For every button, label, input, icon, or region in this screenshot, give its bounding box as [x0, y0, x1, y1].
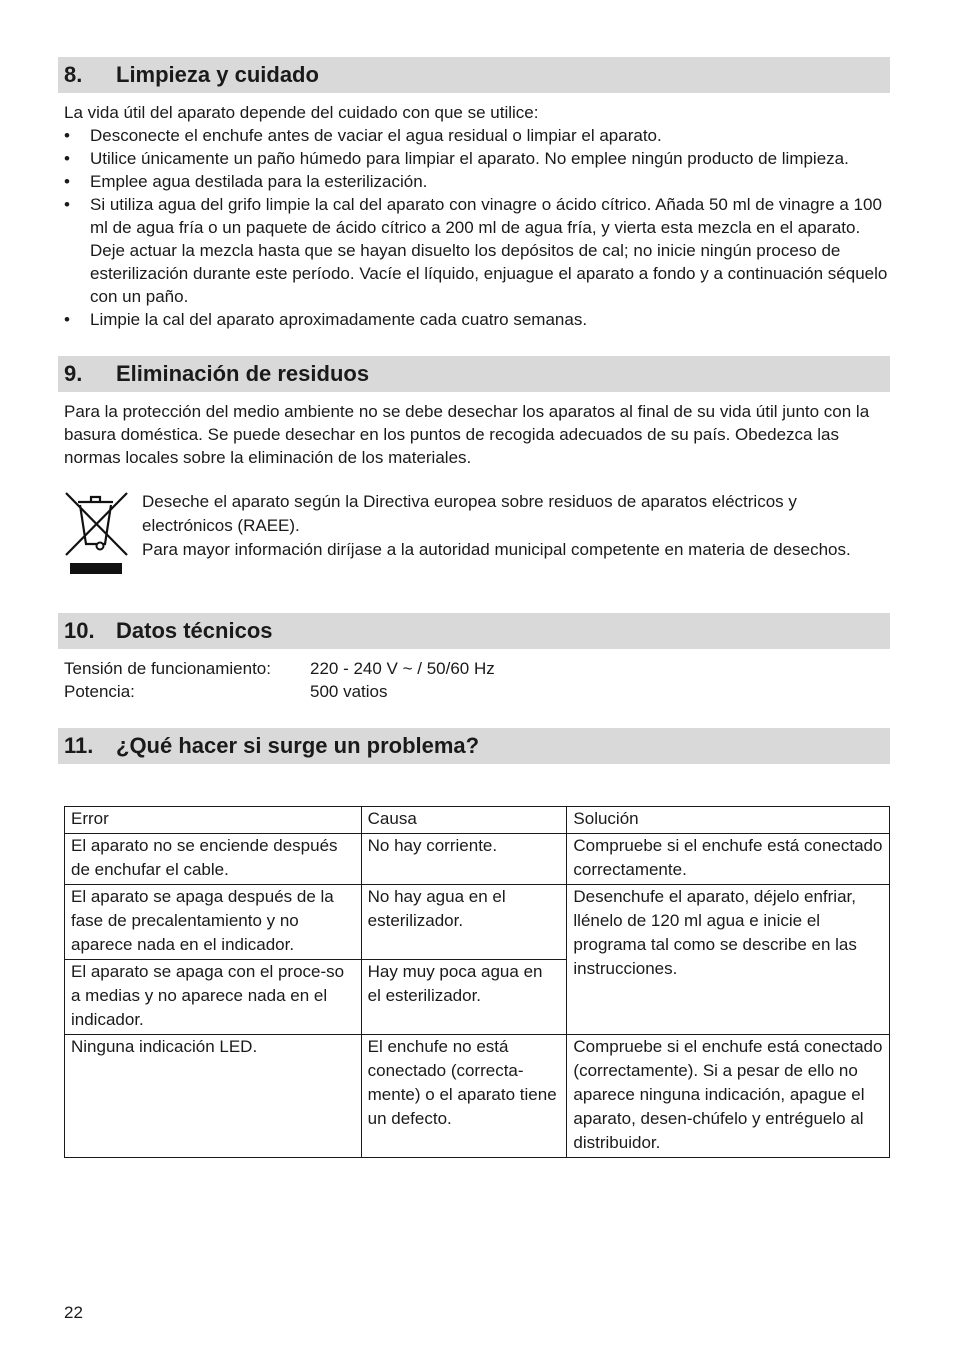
header-cell: Causa	[361, 807, 567, 834]
cause-cell: No hay agua en el esterilizador.	[361, 885, 567, 960]
error-cell: Ninguna indicación LED.	[65, 1035, 362, 1158]
cleaning-list	[58, 124, 890, 331]
table-row	[65, 885, 890, 960]
solution-cell: Compruebe si el enchufe está conectado (correctamente). Si a pesar de ello no aparece ninguna indicación, apague el aparato, desen-chúfelo y entréguelo al distribuidor.	[567, 1035, 890, 1158]
disposal-paragraph: Para la protección del medio ambiente no se debe desechar los aparatos al final de su vida útil junto con la basura doméstica. Se puede desechar en los puntos de recogida adecuados de su país. Obedezca las normas locales sobre la eliminación de los materiales.	[64, 402, 870, 467]
cause-cell: Hay muy poca agua en el esterilizador.	[361, 960, 567, 1035]
troubleshooting-table	[64, 806, 890, 1158]
weee-notice	[58, 490, 890, 576]
section-number: 9.	[64, 361, 83, 386]
section-title: Datos técnicos	[116, 618, 273, 643]
spec-row-voltage	[58, 657, 890, 680]
header-cell: Error	[65, 807, 362, 834]
error-cell: El aparato no se enciende después de enchufar el cable.	[65, 834, 362, 885]
spec-value: 500 vatios	[310, 682, 388, 701]
crossed-out-wheelie-bin-icon	[64, 490, 130, 576]
section-title: Limpieza y cuidado	[116, 62, 319, 87]
table-row	[65, 1035, 890, 1158]
weee-info-text: Para mayor información diríjase a la autoridad municipal competente en materia de desechos.	[142, 540, 851, 559]
section-title: Eliminación de residuos	[116, 361, 370, 386]
weee-directive-text: Deseche el aparato según la Directiva europea sobre residuos de aparatos eléctricos y electrónicos (RAEE).	[142, 492, 797, 535]
error-cell: El aparato se apaga después de la fase de precalentamiento y no aparece nada en el indicador.	[65, 885, 362, 960]
section-heading-specs	[58, 613, 890, 649]
table-header-row	[65, 807, 890, 834]
solution-cell: Desenchufe el aparato, déjelo enfriar, llénelo de 120 ml agua e inicie el programa tal como se describe en las instrucciones.	[567, 885, 890, 1035]
list-item: • Emplee agua destilada para la esterilización.	[64, 170, 890, 193]
document-page	[58, 57, 890, 1158]
section-number: 10.	[64, 618, 95, 643]
cause-cell: No hay corriente.	[361, 834, 567, 885]
error-cell: El aparato se apaga con el proce-so a medias y no aparece nada en el indicador.	[65, 960, 362, 1035]
header-cell: Solución	[567, 807, 890, 834]
spec-row-power	[58, 680, 890, 703]
list-item: • Si utiliza agua del grifo limpie la cal del aparato con vinagre o ácido cítrico. Añada 50 ml de vinagre a 100 ml de agua fría o un paquete de ácido cítrico a 200 ml de agua fría, y vierta esta mezcla en el aparato. Deje actuar la mezcla hasta que se hayan disuelto los depósitos de cal; no inicie ningún proceso de esterilización durante este período. Vacíe el líquido, enjuague el aparato a fondo y a continuación séquelo con un paño.	[64, 193, 890, 308]
table-row	[65, 834, 890, 885]
list-item: • Utilice únicamente un paño húmedo para limpiar el aparato. No emplee ningún producto de limpieza.	[64, 147, 890, 170]
spec-label: Tensión de funcionamiento:	[64, 659, 271, 678]
section-title: ¿Qué hacer si surge un problema?	[116, 733, 480, 758]
cleaning-intro: La vida útil del aparato depende del cuidado con que se utilice:	[64, 103, 539, 122]
spec-label: Potencia:	[64, 682, 135, 701]
list-item: • Limpie la cal del aparato aproximadamente cada cuatro semanas.	[64, 308, 890, 331]
weee-text	[142, 490, 890, 562]
section-number: 11.	[64, 733, 94, 758]
solution-cell: Compruebe si el enchufe está conectado correctamente.	[567, 834, 890, 885]
spec-value: 220 - 240 V ~ / 50/60 Hz	[310, 659, 495, 678]
cause-cell: El enchufe no está conectado (correcta-mente) o el aparato tiene un defecto.	[361, 1035, 567, 1158]
page-number: 22	[64, 1303, 83, 1322]
section-heading-disposal	[58, 356, 890, 392]
section-heading-troubleshooting	[58, 728, 890, 764]
section-heading-cleaning	[58, 57, 890, 93]
list-item: • Desconecte el enchufe antes de vaciar el agua residual o limpiar el aparato.	[64, 124, 890, 147]
section-number: 8.	[64, 62, 83, 87]
